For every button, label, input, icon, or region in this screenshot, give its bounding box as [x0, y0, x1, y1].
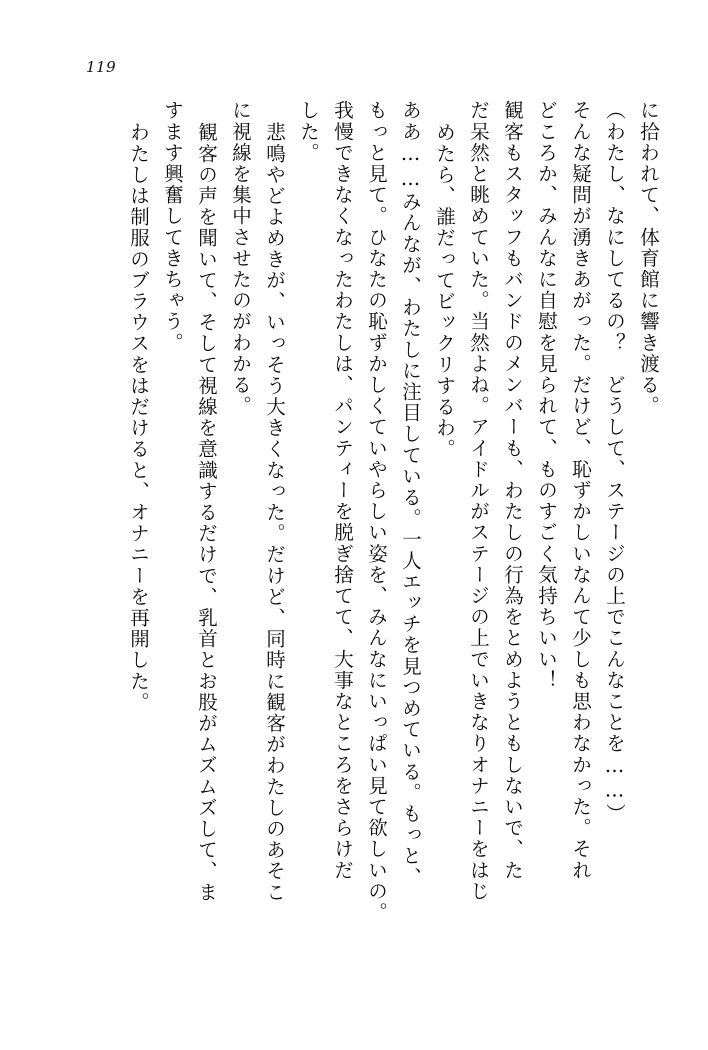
text-line: に拾われて、体育館に響き渡る。 — [637, 100, 660, 417]
text-line: もっと見て。ひなたの恥ずかしくていやらしい姿を、みんなにいっぱい見て欲しいの。 — [365, 100, 388, 923]
text-line: に視線を集中させたのがわかる。 — [229, 100, 252, 417]
text-line: ああ……みんなが、わたしに注目している。一人エッチを見つめている。もっと、 — [399, 100, 422, 888]
body-text-block — [52, 100, 658, 970]
text-line: わたしは制服のブラウスをはだけると、オナニーを再開した。 — [127, 122, 150, 713]
text-line: 観客の声を聞いて、そして視線を意識するだけで、乳首とお股がムズムズして、ま — [195, 122, 218, 903]
text-line: した。 — [297, 100, 320, 164]
text-line: 悲鳴やどよめきが、いっそう大きくなった。だけど、同時に観客がわたしのあそこ — [263, 122, 286, 903]
text-line: めたら、誰だってビックリするわ。 — [433, 122, 456, 460]
text-line: 観客もスタッフもバンドのメンバーも、わたしの行為をとめようともしないで、た — [501, 100, 524, 881]
text-line: 我慢できなくなったわたしは、パンティーを脱ぎ捨てて、大事なところをさらけだ — [331, 100, 354, 881]
text-line: だ呆然と眺めていた。当然よね。アイドルがステージの上でいきなりオナニーをはじ — [467, 100, 490, 902]
text-line: どころか、みんなに自慰を見られて、ものすごく気持ちいい！ — [535, 100, 558, 691]
text-line: すます興奮してきちゃう。 — [161, 100, 184, 354]
text-line: そんな疑問が湧きあがった。だけど、恥ずかしいなんて少しも思わなかった。それ — [569, 100, 592, 881]
page-number: 119 — [86, 58, 117, 76]
text-line: （わたし、なにしてるの？ どうして、ステージの上でこんなことを……） — [603, 100, 626, 825]
